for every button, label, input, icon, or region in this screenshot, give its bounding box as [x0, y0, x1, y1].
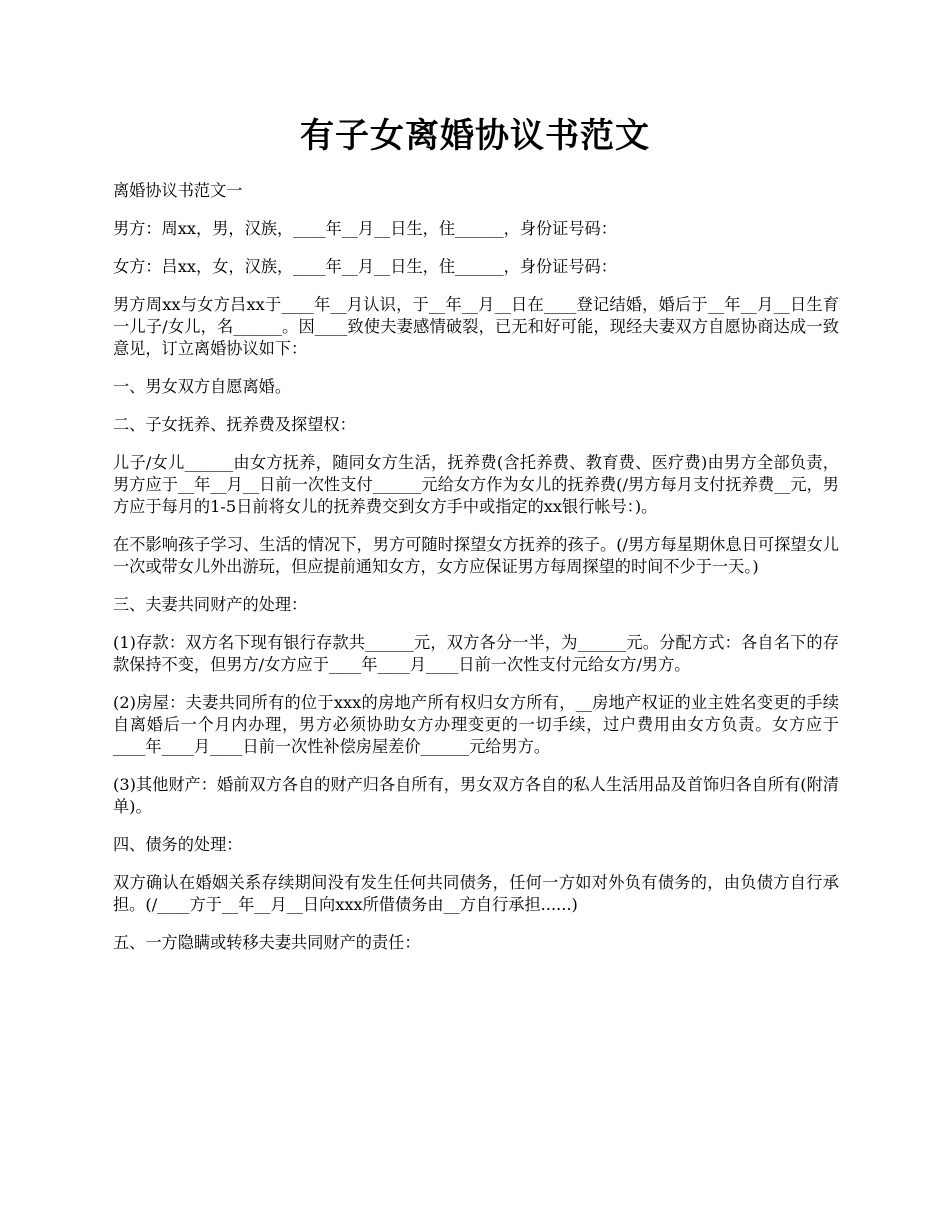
document-title: 有子女离婚协议书范文 [300, 116, 650, 156]
female-party-info: 女方：吕xx，女，汉族，____年__月__日生，住______，身份证号码： [113, 257, 617, 276]
visitation-paragraph: 在不影响孩子学习、生活的情况下，男方可随时探望女方抚养的孩子。(/男方每星期休息日可探望女儿一次或带女儿外出游玩，但应提前通知女方，女方应保证男方每周探望的时间不少于一天。) [113, 535, 839, 576]
clause-5-heading: 五、一方隐瞒或转移夫妻共同财产的责任： [113, 933, 421, 952]
document-body [113, 180, 839, 970]
male-party-info: 男方：周xx，男，汉族，____年__月__日生，住______，身份证号码： [113, 219, 617, 238]
clause-4-heading: 四、债务的处理： [113, 835, 243, 854]
preamble-paragraph: 男方周xx与女方吕xx于____年__月认识，于__年__月__日在____登记结婚，婚后于__年__月__日生育一儿子/女儿，名______。因____致使夫妻感情破裂，已无和好可能，现经夫妻双方自愿协商达成一致意见，订立离婚协议如下： [113, 295, 839, 358]
clause-3-heading: 三、夫妻共同财产的处理： [113, 595, 308, 614]
savings-paragraph: (1)存款：双方名下现有银行存款共______元，双方各分一半，为______元。分配方式：各自名下的存款保持不变，但男方/女方应于____年____月____日前一次性支付元给女方/男方。 [113, 633, 839, 674]
other-property-paragraph: (3)其他财产：婚前双方各自的财产归各自所有，男女双方各自的私人生活用品及首饰归各自所有(附清单)。 [113, 775, 839, 816]
section-heading: 离婚协议书范文一 [113, 181, 243, 200]
debt-paragraph: 双方确认在婚姻关系存续期间没有发生任何共同债务，任何一方如对外负有债务的，由负债方自行承担。(/____方于__年__月__日向xxx所借债务由__方自行承担......) [113, 873, 839, 914]
clause-1-heading: 一、男女双方自愿离婚。 [113, 377, 292, 396]
child-support-paragraph: 儿子/女儿______由女方抚养，随同女方生活，抚养费(含托养费、教育费、医疗费)由男方全部负责，男方应于__年__月__日前一次性支付______元给女方作为女儿的抚养费(/男方每月支付抚养费__元，男方应于每月的1-5日前将女儿的抚养费交到女方手中或指定的xx银行帐号：)。 [113, 453, 839, 516]
clause-2-heading: 二、子女抚养、抚养费及探望权： [113, 415, 356, 434]
house-paragraph: (2)房屋：夫妻共同所有的位于xxx的房地产所有权归女方所有，__房地产权证的业主姓名变更的手续自离婚后一个月内办理，男方必须协助女方办理变更的一切手续，过户费用由女方负责。女方应于____年____月____日前一次性补偿房屋差价______元给男方。 [113, 693, 839, 756]
